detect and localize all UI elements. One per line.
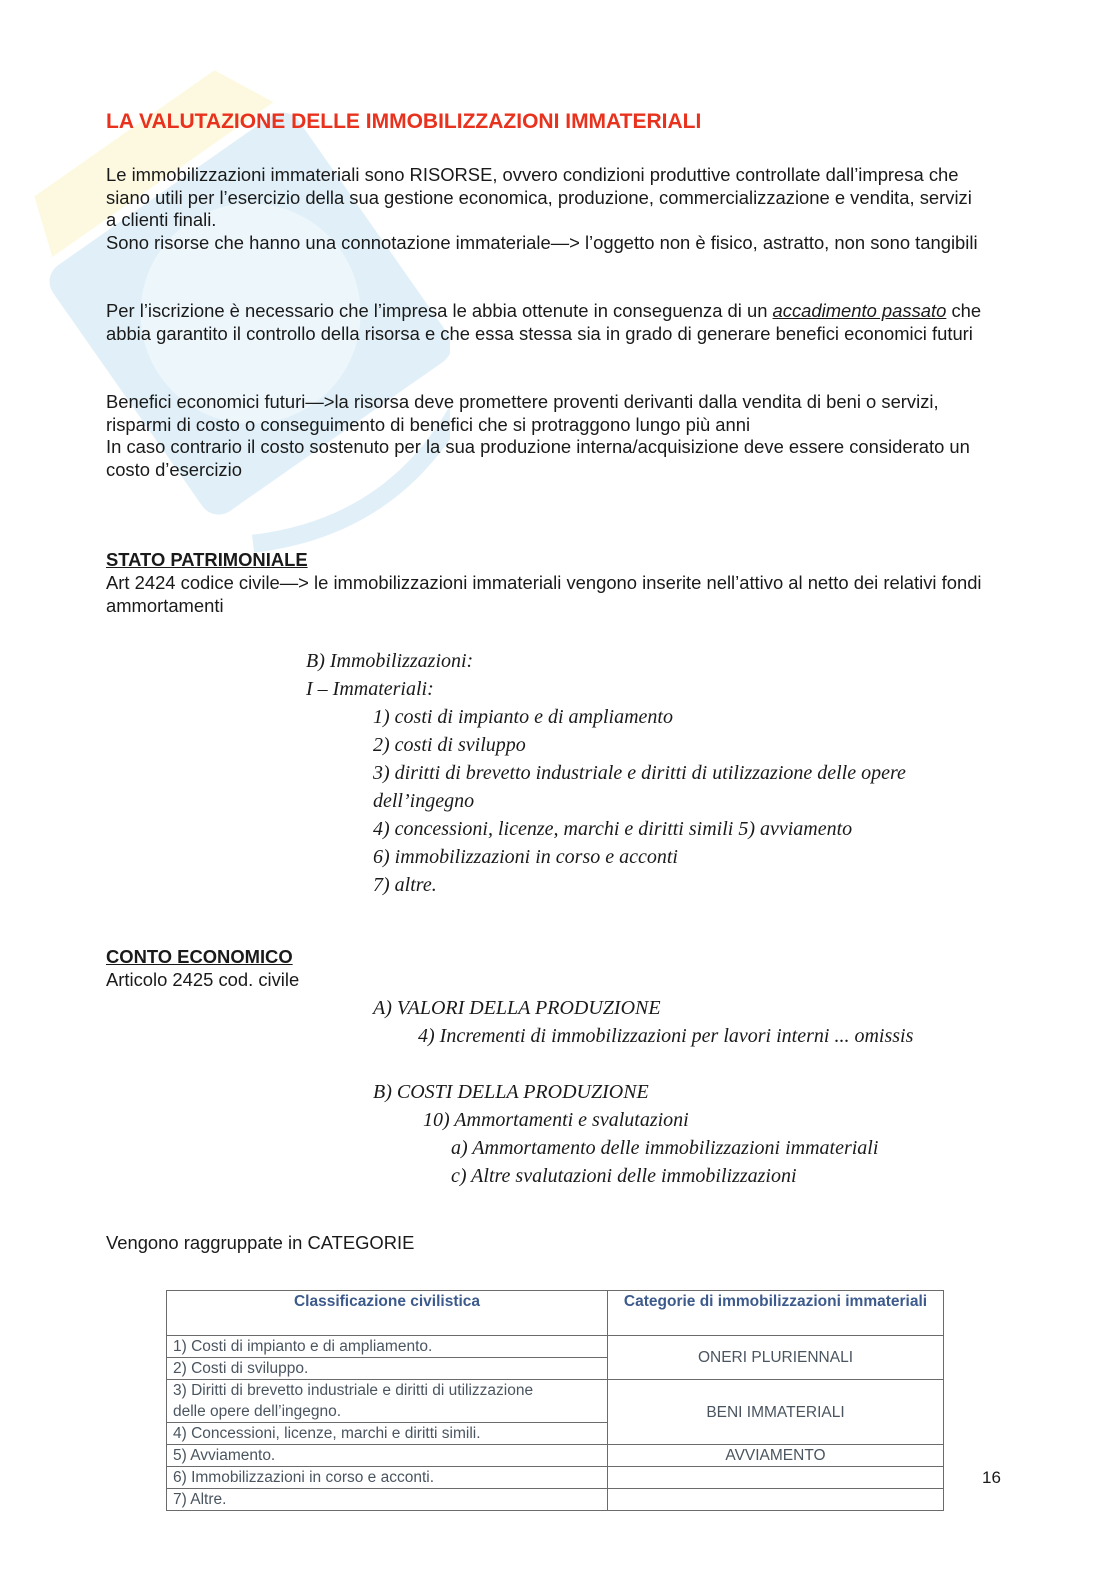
list-item: 4) concessioni, licenze, marchi e diritti simili 5) avviamento: [373, 818, 853, 840]
table-header-classificazione: Classificazione civilistica: [167, 1291, 608, 1336]
table-cell: 2) Costi di sviluppo.: [167, 1358, 608, 1380]
conto-economico-heading: CONTO ECONOMICO: [106, 946, 293, 967]
categories-table: [166, 1290, 944, 1511]
table-cell: 1) Costi di impianto e di ampliamento.: [167, 1336, 608, 1358]
list-item: 2) costi di sviluppo: [373, 734, 526, 756]
benefici-text-2: In caso contrario il costo sostenuto per la sua produzione interna/acquisizione deve essere considerato un costo d’esercizio: [106, 436, 970, 480]
list-item: dell’ingegno: [373, 790, 475, 812]
list-item: 4) Incrementi di immobilizzazioni per lavori interni ... omissis: [418, 1025, 914, 1047]
list-item: 10) Ammortamenti e svalutazioni: [423, 1109, 689, 1131]
accadimento-passato-emphasis: accadimento passato: [772, 300, 947, 321]
category-oneri-pluriennali: ONERI PLURIENNALI: [608, 1336, 944, 1380]
table-cell-empty: [608, 1467, 944, 1489]
list-head-costi: B) COSTI DELLA PRODUZIONE: [373, 1081, 649, 1103]
table-header-categorie: Categorie di immobilizzazioni immateriali: [608, 1291, 944, 1336]
page-number: 16: [982, 1468, 1001, 1487]
list-item: 6) immobilizzazioni in corso e acconti: [373, 846, 678, 868]
table-header-row: [167, 1291, 944, 1336]
table-cell: 4) Concessioni, licenze, marchi e diritti simili.: [167, 1423, 608, 1445]
document-title: LA VALUTAZIONE DELLE IMMOBILIZZAZIONI IMMATERIALI: [106, 110, 702, 133]
table-row: [167, 1489, 944, 1511]
category-avviamento: AVVIAMENTO: [608, 1445, 944, 1467]
table-cell: 7) Altre.: [167, 1489, 608, 1511]
iscrizione-before: Per l’iscrizione è necessario che l’impresa le abbia ottenute in conseguenza di un: [106, 300, 773, 321]
table-row: [167, 1336, 944, 1358]
conto-economico-text: Articolo 2425 cod. civile: [106, 969, 300, 990]
intro-text-2: Sono risorse che hanno una connotazione immateriale—> l’oggetto non è fisico, astratto, non sono tangibili: [106, 231, 978, 253]
stato-patrimoniale-list: [306, 647, 906, 899]
table-cell-empty: [608, 1489, 944, 1511]
conto-economico-list: [373, 994, 913, 1190]
table-cell: 5) Avviamento.: [167, 1445, 608, 1467]
iscrizione-paragraph: [106, 300, 986, 345]
iscrizione-after: che abbia garantito il controllo della risorsa e che essa stessa sia in grado di generare benefici economici futuri: [106, 300, 982, 344]
benefici-paragraph: [106, 391, 986, 481]
list-item: c) Altre svalutazioni delle immobilizzazioni: [451, 1165, 797, 1187]
table-cell: 3) Diritti di brevetto industriale e diritti di utilizzazione: [167, 1380, 608, 1402]
stato-patrimoniale-text: Art 2424 codice civile—> le immobilizzazioni immateriali vengono inserite nell’attivo al netto dei relativi fondi ammortamenti: [106, 572, 982, 616]
list-item: 7) altre.: [373, 874, 437, 896]
category-beni-immateriali: BENI IMMATERIALI: [608, 1380, 944, 1445]
intro-paragraph: [106, 164, 986, 254]
table-cell: 6) Immobilizzazioni in corso e acconti.: [167, 1467, 608, 1489]
intro-text-1: Le immobilizzazioni immateriali sono RISORSE, ovvero condizioni produttive controllate dall’impresa che siano utili per l’esercizio della sua gestione economica, produzione, commercializzazione e vendita, servizi a clienti finali.: [106, 164, 972, 230]
stato-patrimoniale-heading: STATO PATRIMONIALE: [106, 549, 308, 570]
table-cell: delle opere dell’ingegno.: [167, 1401, 608, 1423]
list-item: a) Ammortamento delle immobilizzazioni immateriali: [451, 1137, 879, 1159]
list-item: 1) costi di impianto e di ampliamento: [373, 706, 673, 728]
table-row: [167, 1445, 944, 1467]
benefici-text-1: Benefici economici futuri—>la risorsa deve promettere proventi derivanti dalla vendita di beni o servizi, risparmi di costo o conseguimento di benefici che si protraggono lungo più anni: [106, 391, 939, 435]
list-head-immobilizzazioni: B) Immobilizzazioni:: [306, 650, 474, 672]
table-row: [167, 1380, 944, 1402]
list-item: 3) diritti di brevetto industriale e diritti di utilizzazione delle opere: [373, 762, 906, 784]
table-row: [167, 1467, 944, 1489]
list-head-valori: A) VALORI DELLA PRODUZIONE: [373, 997, 661, 1019]
categorie-intro: Vengono raggruppate in CATEGORIE: [106, 1232, 415, 1253]
list-head-immateriali: I – Immateriali:: [306, 678, 434, 700]
